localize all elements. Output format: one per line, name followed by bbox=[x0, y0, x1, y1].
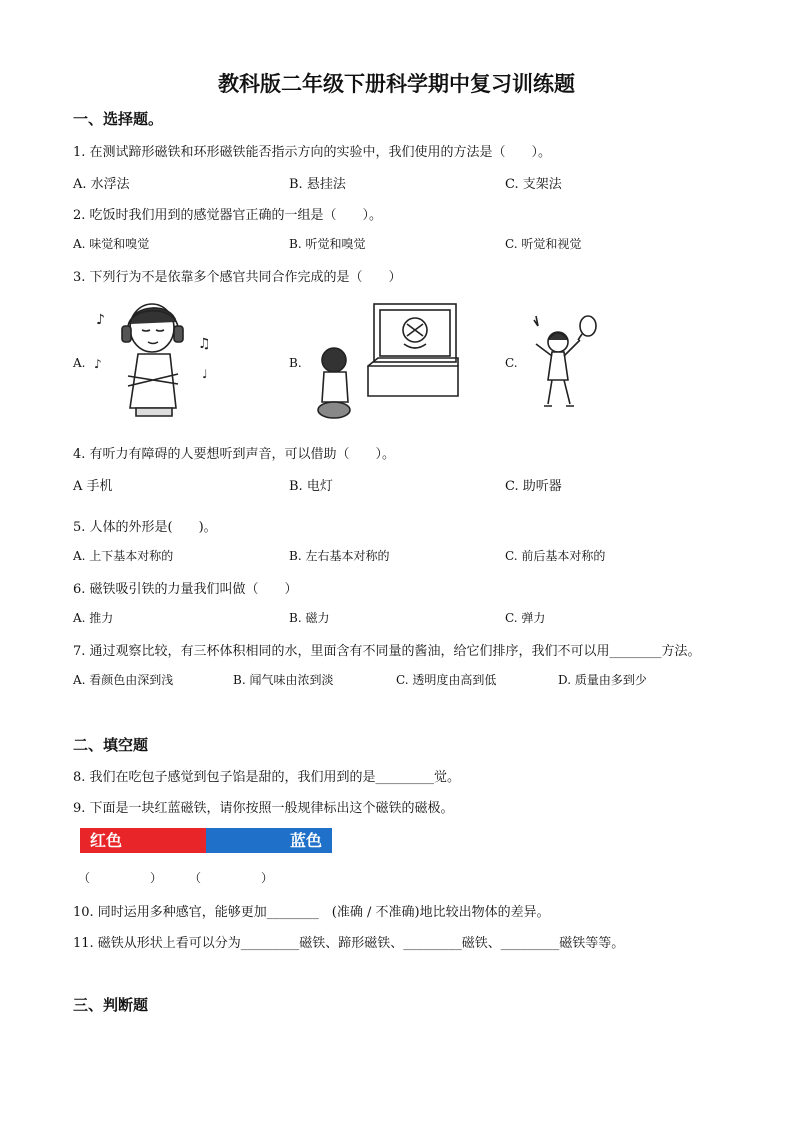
question-8: 8. 我们在吃包子感觉到包子馅是甜的，我们用到的是_________觉。 bbox=[73, 770, 461, 785]
q2-option-a: A. 味觉和嗅觉 bbox=[73, 237, 150, 251]
child-watching-tv-illustration bbox=[312, 300, 462, 422]
q5-option-b: B. 左右基本对称的 bbox=[289, 549, 390, 563]
q1-option-b: B. 悬挂法 bbox=[289, 177, 346, 192]
q7-option-d: D. 质量由多到少 bbox=[558, 673, 647, 687]
q5-option-c: C. 前后基本对称的 bbox=[505, 549, 606, 563]
q7-option-a: A. 看颜色由深到浅 bbox=[73, 673, 174, 687]
question-7: 7. 通过观察比较，有三杯体积相同的水，里面含有不同量的酱油，给它们排序，我们不可以用________方法。 bbox=[73, 644, 701, 659]
q1-option-c: C. 支架法 bbox=[505, 177, 562, 192]
q1-option-a: A. 水浮法 bbox=[73, 177, 130, 192]
question-3: 3. 下列行为不是依靠多个感官共同合作完成的是（ ） bbox=[73, 270, 402, 285]
q2-option-b: B. 听觉和嗅觉 bbox=[289, 237, 366, 251]
section-heading-true-false: 三、判断题 bbox=[73, 996, 149, 1014]
magnet-red-half: 红色 bbox=[80, 828, 206, 853]
question-4: 4. 有听力有障碍的人要想听到声音，可以借助（ ）。 bbox=[73, 447, 396, 462]
q4-option-a: A 手机 bbox=[73, 479, 113, 494]
question-6: 6. 磁铁吸引铁的力量我们叫做（ ） bbox=[73, 582, 298, 597]
q9-blank-left: （ ） bbox=[78, 871, 163, 885]
q9-blank-right: （ ） bbox=[189, 871, 274, 885]
question-5: 5. 人体的外形是( )。 bbox=[73, 520, 217, 535]
question-1: 1. 在测试蹄形磁铁和环形磁铁能否指示方向的实验中，我们使用的方法是（ ）。 bbox=[73, 145, 552, 160]
q3-option-c: C. bbox=[505, 356, 518, 370]
q6-option-c: C. 弹力 bbox=[505, 611, 546, 625]
q3-option-a: A. bbox=[73, 356, 86, 370]
question-10: 10. 同时运用多种感官，能够更加________ (准确 / 不准确)地比较出物体的差异。 bbox=[73, 905, 550, 920]
svg-text:♫: ♫ bbox=[198, 336, 211, 352]
q2-option-c: C. 听觉和视觉 bbox=[505, 237, 582, 251]
q3-option-b: B. bbox=[289, 356, 302, 370]
q6-option-a: A. 推力 bbox=[73, 611, 114, 625]
boy-headphones-illustration bbox=[90, 298, 220, 418]
q4-option-c: C. 助听器 bbox=[505, 479, 562, 494]
page-title: 教科版二年级下册科学期中复习训练题 bbox=[218, 72, 575, 96]
magnet-blue-half: 蓝色 bbox=[206, 828, 332, 853]
q6-option-b: B. 磁力 bbox=[289, 611, 330, 625]
q4-option-b: B. 电灯 bbox=[289, 479, 333, 494]
girl-badminton-illustration bbox=[522, 312, 602, 416]
q7-option-c: C. 透明度由高到低 bbox=[396, 673, 497, 687]
section-heading-fill-in: 二、填空题 bbox=[73, 736, 149, 754]
svg-text:♪: ♪ bbox=[96, 312, 105, 328]
question-11: 11. 磁铁从形状上看可以分为_________磁铁、蹄形磁铁、_________磁铁、_________磁铁等等。 bbox=[73, 936, 625, 951]
question-2: 2. 吃饭时我们用到的感觉器官正确的一组是（ ）。 bbox=[73, 208, 383, 223]
red-blue-magnet bbox=[80, 828, 332, 853]
q7-option-b: B. 闻气味由浓到淡 bbox=[233, 673, 334, 687]
question-9: 9. 下面是一块红蓝磁铁，请你按照一般规律标出这个磁铁的磁极。 bbox=[73, 801, 454, 816]
svg-text:♪: ♪ bbox=[94, 357, 102, 371]
section-heading-choice: 一、选择题。 bbox=[73, 110, 164, 128]
q5-option-a: A. 上下基本对称的 bbox=[73, 549, 174, 563]
svg-text:♩: ♩ bbox=[202, 367, 208, 381]
